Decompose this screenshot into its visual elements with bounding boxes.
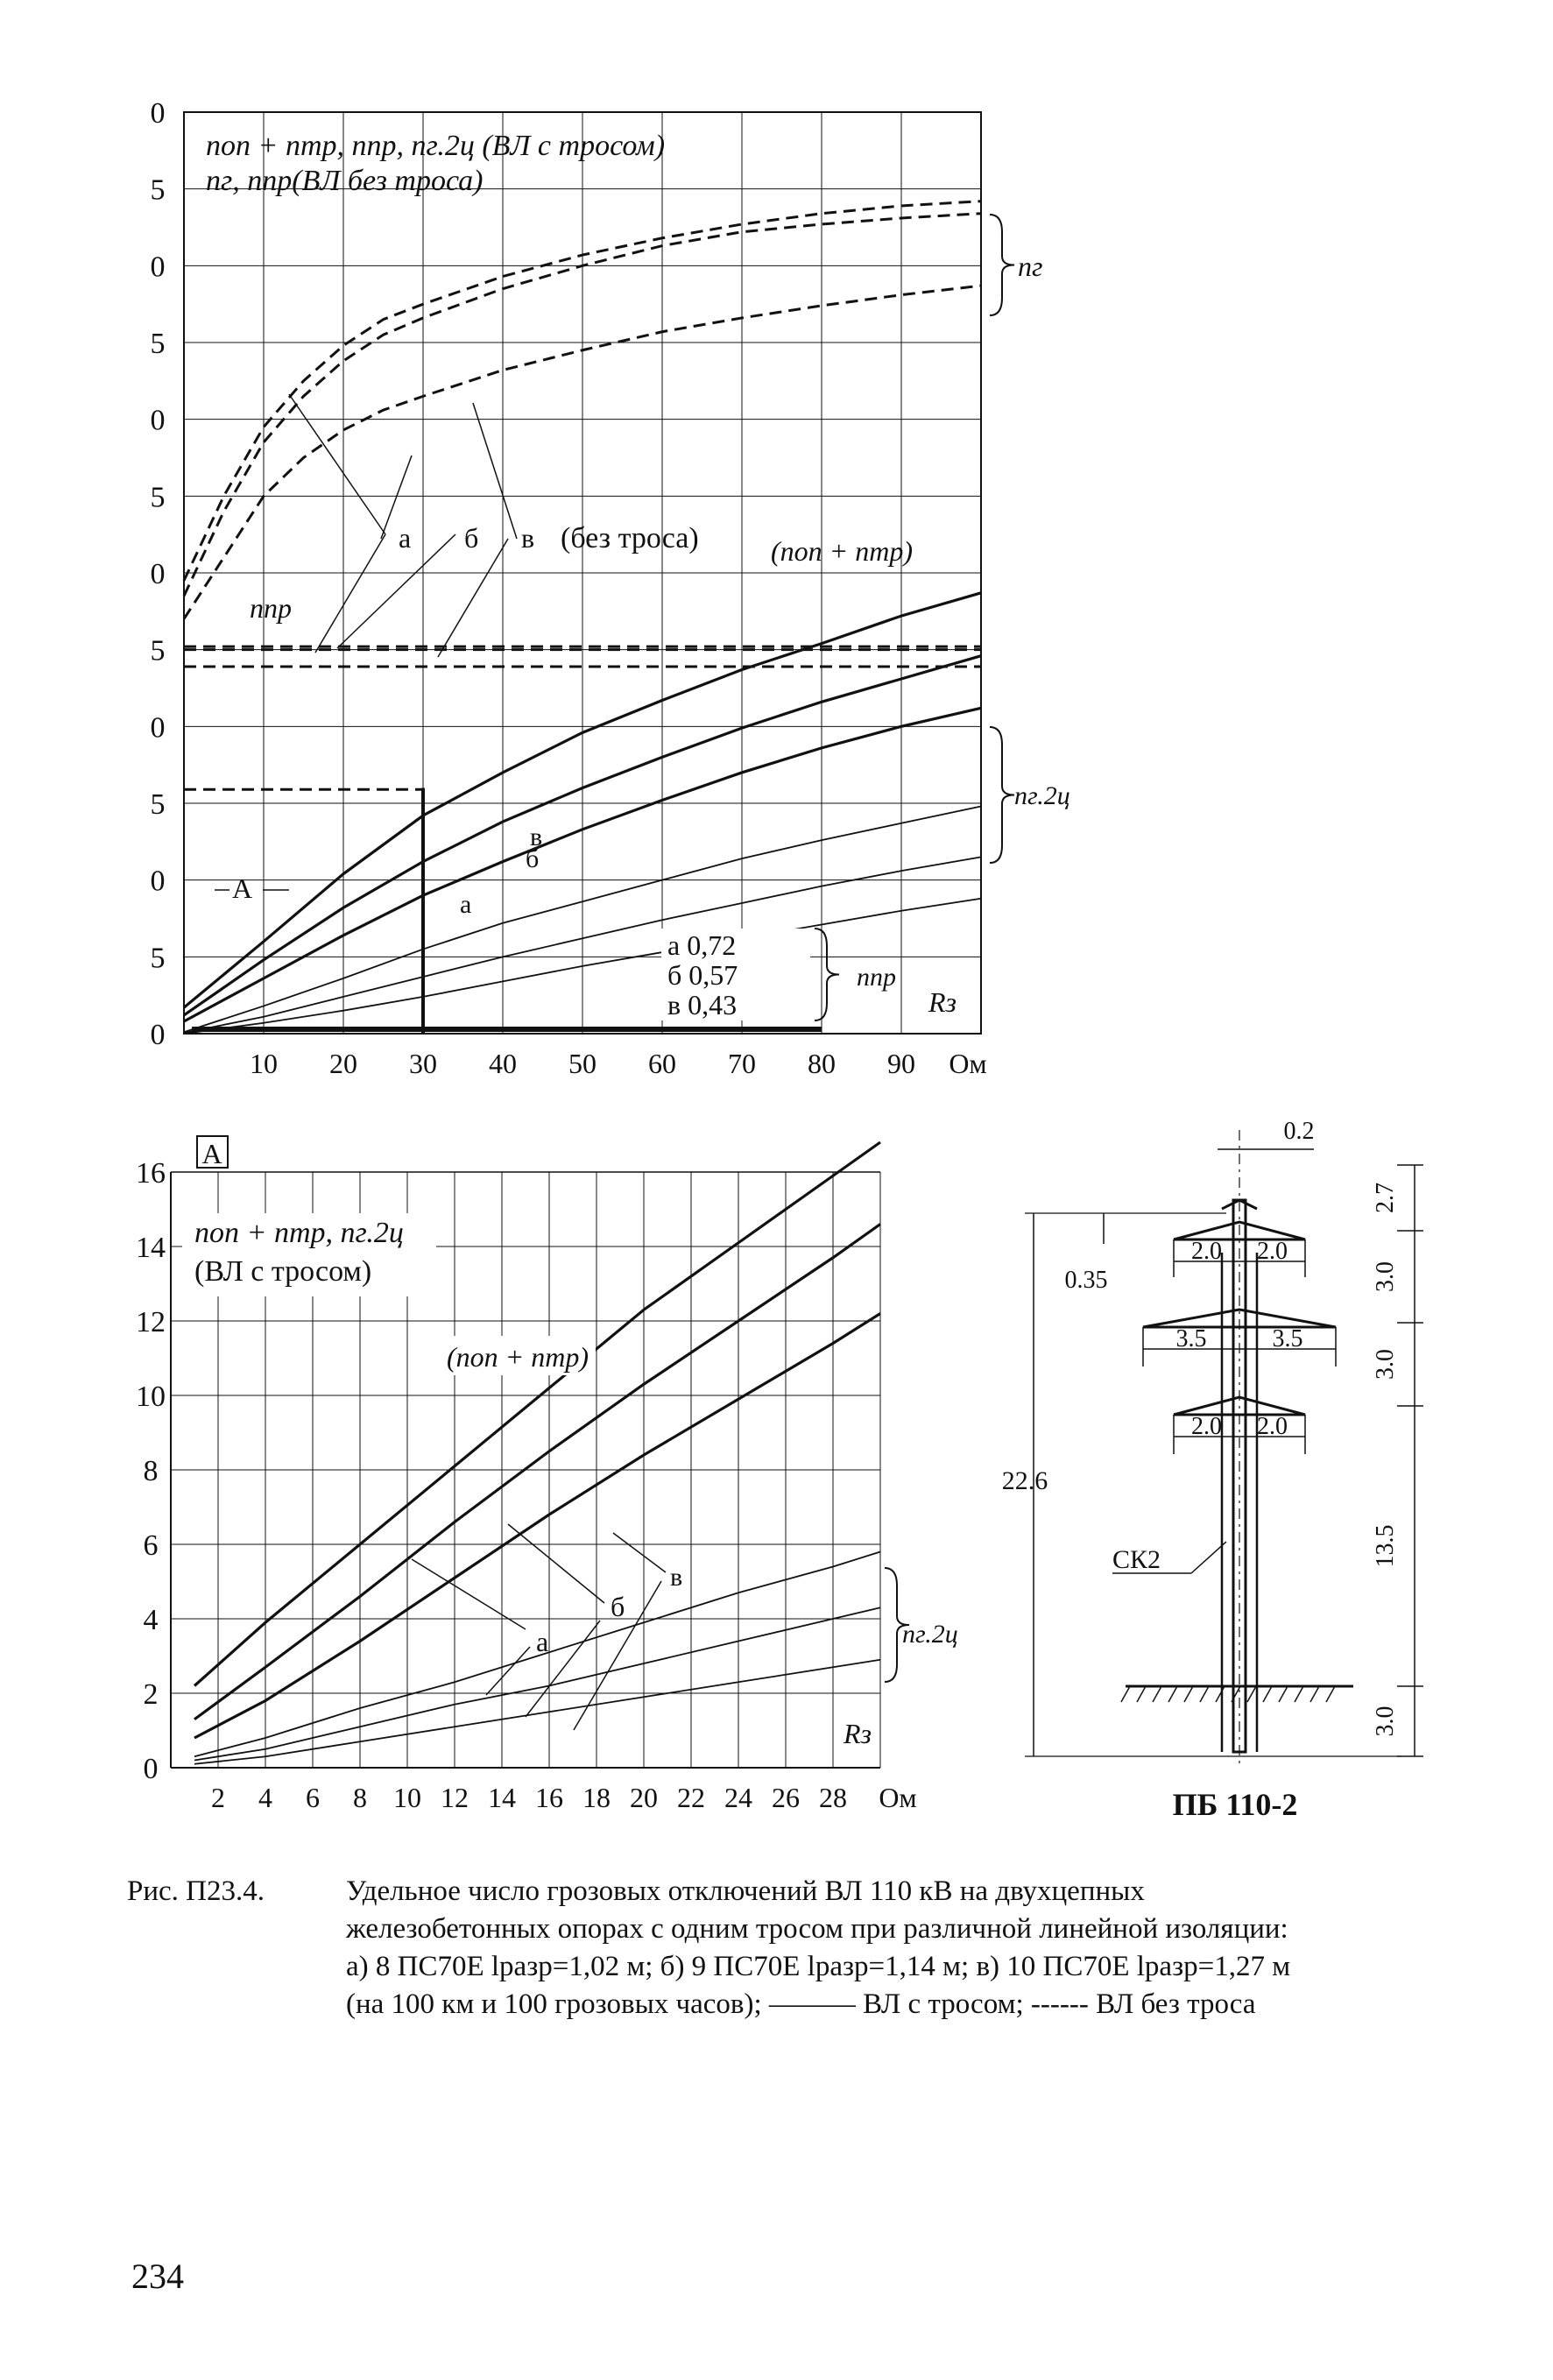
x-unit-label: Ом	[949, 1048, 987, 1079]
y-tick-label: 10	[136, 1381, 166, 1413]
y-tick-label: 0	[150, 865, 166, 898]
dim-right-label: 13.5	[1372, 1524, 1399, 1568]
label-Rz: Rз	[928, 986, 957, 1018]
y-tick-label: 12	[136, 1306, 166, 1338]
series-line-в	[194, 1660, 880, 1764]
header-line: nоп + nтр, nпр, nг.2ц (ВЛ с тросом)	[206, 130, 666, 162]
leader-line	[613, 1533, 666, 1572]
ground-hatch	[1295, 1686, 1303, 1702]
label-v: в	[670, 1563, 683, 1592]
leader-line	[508, 1524, 604, 1603]
y-tick-label: 0	[150, 97, 166, 130]
x-tick-label: 2	[211, 1782, 225, 1813]
label-sum: (nоп + nтр)	[447, 1341, 589, 1373]
x-tick-label: 16	[535, 1782, 563, 1813]
series-line-в	[194, 1314, 880, 1739]
label-a-low: а	[460, 890, 472, 919]
label-a: а	[399, 522, 412, 554]
y-tick-label: 0	[150, 558, 166, 590]
x-tick-label: 70	[728, 1048, 756, 1079]
brace-ng	[990, 215, 1014, 315]
x-tick-label: 10	[393, 1782, 421, 1813]
arm-dim-left: 2.0	[1191, 1238, 1222, 1265]
ground-hatch	[1184, 1686, 1193, 1702]
leader-line	[438, 539, 508, 657]
y-tick-label: 5	[150, 788, 166, 821]
tower-title: ПБ 110-2	[1172, 1787, 1298, 1822]
dim-right-label: 3.0	[1372, 1706, 1399, 1737]
y-tick-label: 5	[150, 634, 166, 667]
ground-hatch	[1121, 1686, 1130, 1702]
leader-line	[486, 1647, 530, 1695]
arm-dim-right: 2.0	[1257, 1238, 1288, 1265]
label-sum: (nоп + nтр)	[771, 535, 914, 567]
tower-drawing	[1002, 1118, 1423, 1822]
label-v: в	[521, 522, 535, 554]
x-tick-label: 80	[808, 1048, 836, 1079]
label-Rz: Rз	[844, 1718, 872, 1749]
header-line: nг, nпр(ВЛ без троса)	[206, 165, 484, 197]
ground-hatch	[1310, 1686, 1319, 1702]
leader-line	[337, 534, 455, 648]
y-tick-label: 16	[136, 1157, 166, 1190]
x-tick-label: 90	[887, 1048, 915, 1079]
y-tick-label: 5	[150, 328, 166, 360]
label-A: А	[232, 872, 253, 904]
ground-hatch	[1247, 1686, 1256, 1702]
ground-hatch	[1168, 1686, 1177, 1702]
label-b: б	[464, 522, 479, 554]
y-tick-label: 0	[150, 1019, 166, 1051]
arm-dim-left: 3.5	[1175, 1325, 1207, 1352]
x-tick-label: 12	[441, 1782, 469, 1813]
x-tick-label: 18	[582, 1782, 611, 1813]
pole	[1233, 1200, 1246, 1752]
y-tick-label: 5	[150, 942, 166, 975]
label-a: а	[536, 1626, 549, 1657]
chart-inset-A	[136, 1136, 958, 1813]
chart-top	[151, 97, 1070, 1079]
ground-hatch	[1200, 1686, 1209, 1702]
x-tick-label: 28	[819, 1782, 847, 1813]
x-tick-label: 14	[488, 1782, 516, 1813]
x-tick-label: 6	[306, 1782, 320, 1813]
x-tick-label: 24	[724, 1782, 752, 1813]
ground-hatch	[1279, 1686, 1288, 1702]
dim-top-label: 0.2	[1283, 1118, 1315, 1145]
y-tick-label: 5	[150, 173, 166, 207]
x-tick-label: 20	[329, 1048, 357, 1079]
dim-right-label: 2.7	[1372, 1183, 1399, 1213]
y-tick-label: 4	[143, 1604, 159, 1636]
y-tick-label: 8	[143, 1455, 159, 1487]
dim-right-label: 3.0	[1372, 1349, 1399, 1380]
y-tick-label: 5	[150, 481, 166, 514]
label-no-wire: (без троса)	[561, 522, 699, 554]
x-tick-label: 10	[250, 1048, 278, 1079]
x-tick-label: 4	[258, 1782, 272, 1813]
y-tick-label: 2	[143, 1678, 159, 1711]
dim-right-label: 3.0	[1372, 1261, 1399, 1292]
caption-line: железобетонных опорах с одним тросом при различной линейной изоляции:	[346, 1913, 1288, 1945]
label-v-low: в	[530, 823, 543, 851]
y-tick-label: 14	[136, 1232, 166, 1264]
x-tick-label: 22	[677, 1782, 705, 1813]
caption-label: Рис. П23.4.	[127, 1875, 265, 1907]
legend-npr-entry: б 0,57	[667, 959, 738, 991]
y-tick-label: 0	[143, 1753, 159, 1785]
y-tick-label: 0	[150, 251, 166, 284]
brace-ng2c-label: nг.2ц	[902, 1620, 958, 1649]
label-b: б	[611, 1591, 625, 1622]
caption-line: Удельное число грозовых отключений ВЛ 110 кВ на двухцепных	[346, 1875, 1145, 1907]
brace-npr	[815, 929, 839, 1021]
ground-hatch	[1326, 1686, 1335, 1702]
label-npr: nпр	[250, 592, 292, 624]
leader-line	[473, 403, 517, 539]
header-line: nоп + nтр, nг.2ц	[194, 1217, 404, 1249]
caption-line: а) 8 ПС70Е lразр=1,02 м; б) 9 ПС70Е lразр=1,14 м; в) 10 ПС70Е lразр=1,27 м	[346, 1951, 1291, 1982]
arm-dim-right: 2.0	[1257, 1413, 1288, 1440]
x-tick-label: 30	[409, 1048, 437, 1079]
legend-npr-entry: а 0,72	[667, 929, 737, 961]
caption-line: (на 100 км и 100 грозовых часов); ——— ВЛ с тросом; ------ ВЛ без троса	[346, 1988, 1256, 2020]
x-unit-label: Ом	[879, 1782, 917, 1813]
caption-text	[346, 1873, 1450, 2023]
ground-hatch	[1263, 1686, 1272, 1702]
ground-hatch	[1153, 1686, 1161, 1702]
header-line: (ВЛ с тросом)	[194, 1255, 372, 1288]
wire-label: СК2	[1112, 1545, 1161, 1574]
label-b-low: б	[526, 844, 540, 873]
ground-hatch	[1137, 1686, 1146, 1702]
arm-dim-right: 3.5	[1272, 1325, 1303, 1352]
dim-small-label: 0.35	[1064, 1267, 1108, 1294]
x-tick-label: 40	[489, 1048, 517, 1079]
brace-npr-label: nпр	[857, 963, 896, 992]
x-tick-label: 8	[353, 1782, 367, 1813]
legend-npr-entry: в 0,43	[667, 989, 738, 1021]
brace-ng-label: nг	[1018, 251, 1043, 282]
arm-dim-left: 2.0	[1191, 1413, 1222, 1440]
brace-ng2c	[990, 727, 1014, 863]
dim-height-label: 22.6	[1001, 1466, 1048, 1495]
x-tick-label: 20	[630, 1782, 658, 1813]
y-tick-label: 0	[150, 404, 166, 437]
y-tick-label: 6	[143, 1529, 159, 1562]
ground-hatch	[1216, 1686, 1225, 1702]
y-tick-label: 0	[150, 711, 166, 745]
frame-label: А	[201, 1138, 222, 1169]
x-tick-label: 26	[772, 1782, 800, 1813]
brace-ng2c-label: nг.2ц	[1014, 781, 1070, 810]
x-tick-label: 50	[568, 1048, 596, 1079]
x-tick-label: 60	[648, 1048, 676, 1079]
page-number: 234	[131, 2256, 184, 2296]
